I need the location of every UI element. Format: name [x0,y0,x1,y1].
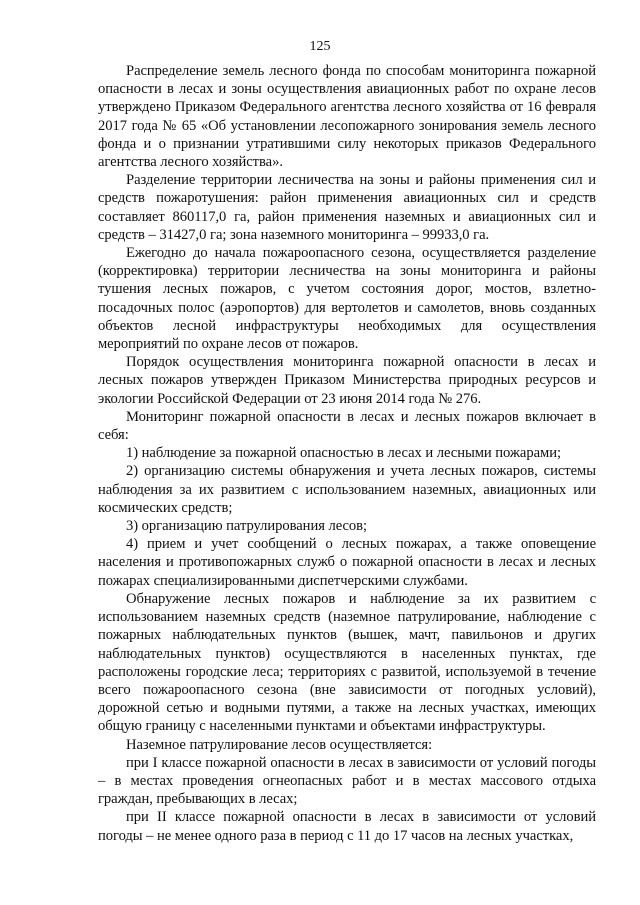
list-item-3: 3) организацию патрулирования лесов; [126,518,368,535]
paragraph-zones-division: Разделение территории лесничества на зоны и районы применения сил и средств пожаротушения: район применения авиационных сил и средств составляет 860117,0 га, район применения наземных и авиационных сил и средств – 31427,0 га; зона наземного мониторинга – 99933,0 га. [98,172,596,243]
paragraph-land-distribution: Распределение земель лесного фонда по способам мониторинга пожарной опасности в лесах и зоны осуществления авиационных работ по охране лесов утверждено Приказом Федерального агентства лесного хозяйства от 16 февраля 2017 года № 65 «Об установлении лесопожарного зонирования земель лесного фонда и о признании утратившими силу некоторых приказов Федерального агентства лесного хозяйства». [98,63,596,171]
paragraph-detection: Обнаружение лесных пожаров и наблюдение за их развитием с использованием наземных средств (наземное патрулирование, наблюдение с пожарных наблюдательных пунктов (вышек, мачт, павильонов и других наблюдательных пунктов) осуществляются в населенных пунктах, где расположены городские леса; территориях с развитой, используемой в течение всего пожароопасного сезона (вне зависимости от погодных условий), дорожной сетью и водными путями, а также на лесных участках, имеющих общую границу с населенными пунктами и объектами инфраструктуры. [98,590,596,735]
paragraph-class-1: при I классе пожарной опасности в лесах в зависимости от условий погоды – в местах проведения огнеопасных работ и в местах массового отдыха граждан, пребывающих в лесах; [98,754,596,808]
paragraph-class-2: при II классе пожарной опасности в лесах в зависимости от условий погоды – не менее одного раза в период с 11 до 17 часов на лесных участках, [98,809,596,844]
list-item-4: 4) прием и учет сообщений о лесных пожарах, а также оповещение населения и противопожарных служб о пожарной опасности в лесах и лесных пожарах специализированными диспетчерскими службами. [98,536,596,589]
list-item-1: 1) наблюдение за пожарной опасностью в лесах и лесными пожарами; [126,445,561,462]
document-body [98,62,596,845]
paragraph-annual-correction: Ежегодно до начала пожароопасного сезона, осуществляется разделение (корректировка) территории лесничества на зоны мониторинга и районы тушения лесных пожаров, с учетом состояния дорог, мостов, взлетно-посадочных полос (аэропортов) для вертолетов и самолетов, вновь созданных объектов лесной инфраструктуры необходимых для осуществления мероприятий по охране лесов от пожаров. [98,245,596,353]
paragraph-monitoring-order: Порядок осуществления мониторинга пожарной опасности в лесах и лесных пожаров утвержден Приказом Министерства природных ресурсов и экологии Российской Федерации от 23 июня 2014 года № 276. [98,354,596,407]
page-number: 125 [309,39,331,54]
list-item-2: 2) организацию системы обнаружения и учета лесных пожаров, системы наблюдения за их развитием с использованием наземных, авиационных или космических средств; [98,463,596,516]
paragraph-patrol-intro: Наземное патрулирование лесов осуществляется: [126,736,433,753]
paragraph-monitoring-includes: Мониторинг пожарной опасности в лесах и лесных пожаров включает в себя: [98,408,596,444]
